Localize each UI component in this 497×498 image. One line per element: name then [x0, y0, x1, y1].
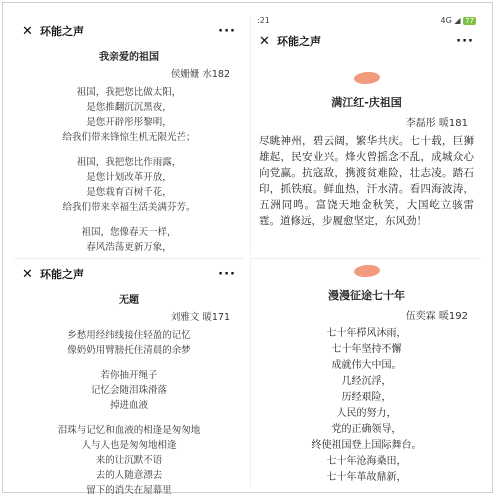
poem-line: 几经沉浮，: [341, 376, 392, 387]
poem-body: [14, 85, 244, 255]
more-options-icon[interactable]: ···: [456, 33, 474, 49]
signal-icon: 4G ◢: [440, 16, 461, 25]
poem-line: 祖国，您像春天一样，: [81, 227, 177, 238]
close-icon[interactable]: ✕: [22, 266, 33, 282]
poem-line: 祖国，我把您比作雨露，: [76, 157, 182, 168]
more-options-icon[interactable]: ···: [218, 23, 236, 39]
poem-line: 掉进血液: [109, 400, 148, 411]
poem-line: 七十年坚持不懈: [331, 344, 402, 355]
poem-line: 祖国，我把您比做太阳，: [76, 87, 182, 98]
article-panel-2: [250, 16, 482, 254]
status-bar: [251, 16, 482, 26]
nav-bar: [14, 259, 244, 289]
article-panel-1: [14, 16, 244, 254]
close-icon[interactable]: ✕: [22, 23, 33, 39]
status-time: :21: [257, 16, 270, 25]
nav-title: 环能之声: [277, 35, 321, 48]
poem-line: 历经艰险，: [341, 392, 392, 403]
battery-icon: 77: [465, 17, 474, 25]
poem-body: [251, 326, 482, 486]
stanza-break: [14, 413, 244, 423]
poem-line: 人民的努力，: [336, 408, 397, 419]
poem-title: 满江红-庆祖国: [331, 96, 402, 109]
poem-author: 伍奕霖 暖192: [405, 311, 468, 322]
poem-line: 是您计划改革开放，: [86, 172, 172, 183]
poem-line: 春风浩荡更新万象，: [86, 242, 172, 253]
poem-line: 七十年革故鼎新，: [326, 472, 407, 483]
poem-line: 人与人也是匆匆地相逢: [81, 440, 177, 451]
poem-line: 给我们带来锋惊生机无限光芒；: [62, 132, 196, 143]
poem-line: 党的正确领导，: [331, 424, 402, 435]
poem-line: 七十年栉风沐雨，: [326, 328, 407, 339]
poem-title: 无题: [119, 295, 139, 306]
poem-line: 乡愁用经纬线接住轻盈的记忆: [67, 330, 191, 341]
poem-line: 终使祖国登上国际舞台。: [311, 440, 422, 451]
poem-line: 留下的消失在屋幕里: [86, 485, 172, 496]
nav-title: 环能之声: [40, 268, 84, 281]
status-indicators: [441, 16, 476, 26]
petal-decoration-icon: [353, 264, 380, 278]
stanza-break: [14, 358, 244, 368]
poem-line: 泪珠与记忆和血液的相逢是匆匆地: [57, 425, 201, 436]
poem-author: 刘雅文 暖171: [170, 312, 230, 323]
poem-line: 记忆会随泪珠滑落: [90, 385, 167, 396]
poem-line: 若你抽开绳子: [100, 370, 158, 381]
poem-line: 来的让沉默不语: [95, 455, 163, 466]
petal-decoration-icon: [353, 71, 380, 85]
nav-bar: [251, 26, 482, 56]
stanza-break: [14, 215, 244, 225]
poem-line: 像奶奶用臂膀托住清晨的余梦: [67, 345, 191, 356]
close-icon[interactable]: ✕: [259, 33, 270, 49]
nav-bar: [14, 16, 244, 46]
poem-title: 我亲爱的祖国: [99, 52, 159, 63]
poem-line: 给我们带来幸福生活美满芬芳。: [62, 202, 196, 213]
poem-line: 是您推翻沉沉黑夜，: [86, 102, 172, 113]
poem-line: 去的人随意漂去: [95, 470, 163, 481]
more-options-icon[interactable]: ···: [218, 266, 236, 282]
stanza-break: [14, 145, 244, 155]
poem-author: 侯姗姗 水182: [170, 69, 230, 80]
poem-body: 尽眺神州，碧云阔，繁华共庆。七十载，巨狮雄起，民安业兴。烽火曾摇念不乱，成城众心向党赢。抗寇敌，携渡贫难险，壮志凌。踏石印，抓铁痕。鲜血热，汗水清。看四海波涛，五洲同鸣。富饶天地金秋笑，大国屹立骇雷霆。道修远，步履愈坚定，东风劲！: [259, 135, 474, 227]
poem-line: 是您栽育百树千花，: [86, 187, 172, 198]
article-panel-4: [250, 258, 482, 486]
poem-line: 是您开辟彤彤黎明，: [86, 117, 172, 128]
poem-body: [14, 328, 244, 498]
poem-title: 漫漫征途七十年: [328, 289, 405, 302]
poem-author: 李磊彤 暖181: [405, 118, 468, 129]
poem-line: 七十年沧海桑田，: [326, 456, 407, 467]
poem-line: 成就伟大中国。: [331, 360, 402, 371]
nav-title: 环能之声: [40, 25, 84, 38]
article-panel-3: [14, 258, 244, 496]
